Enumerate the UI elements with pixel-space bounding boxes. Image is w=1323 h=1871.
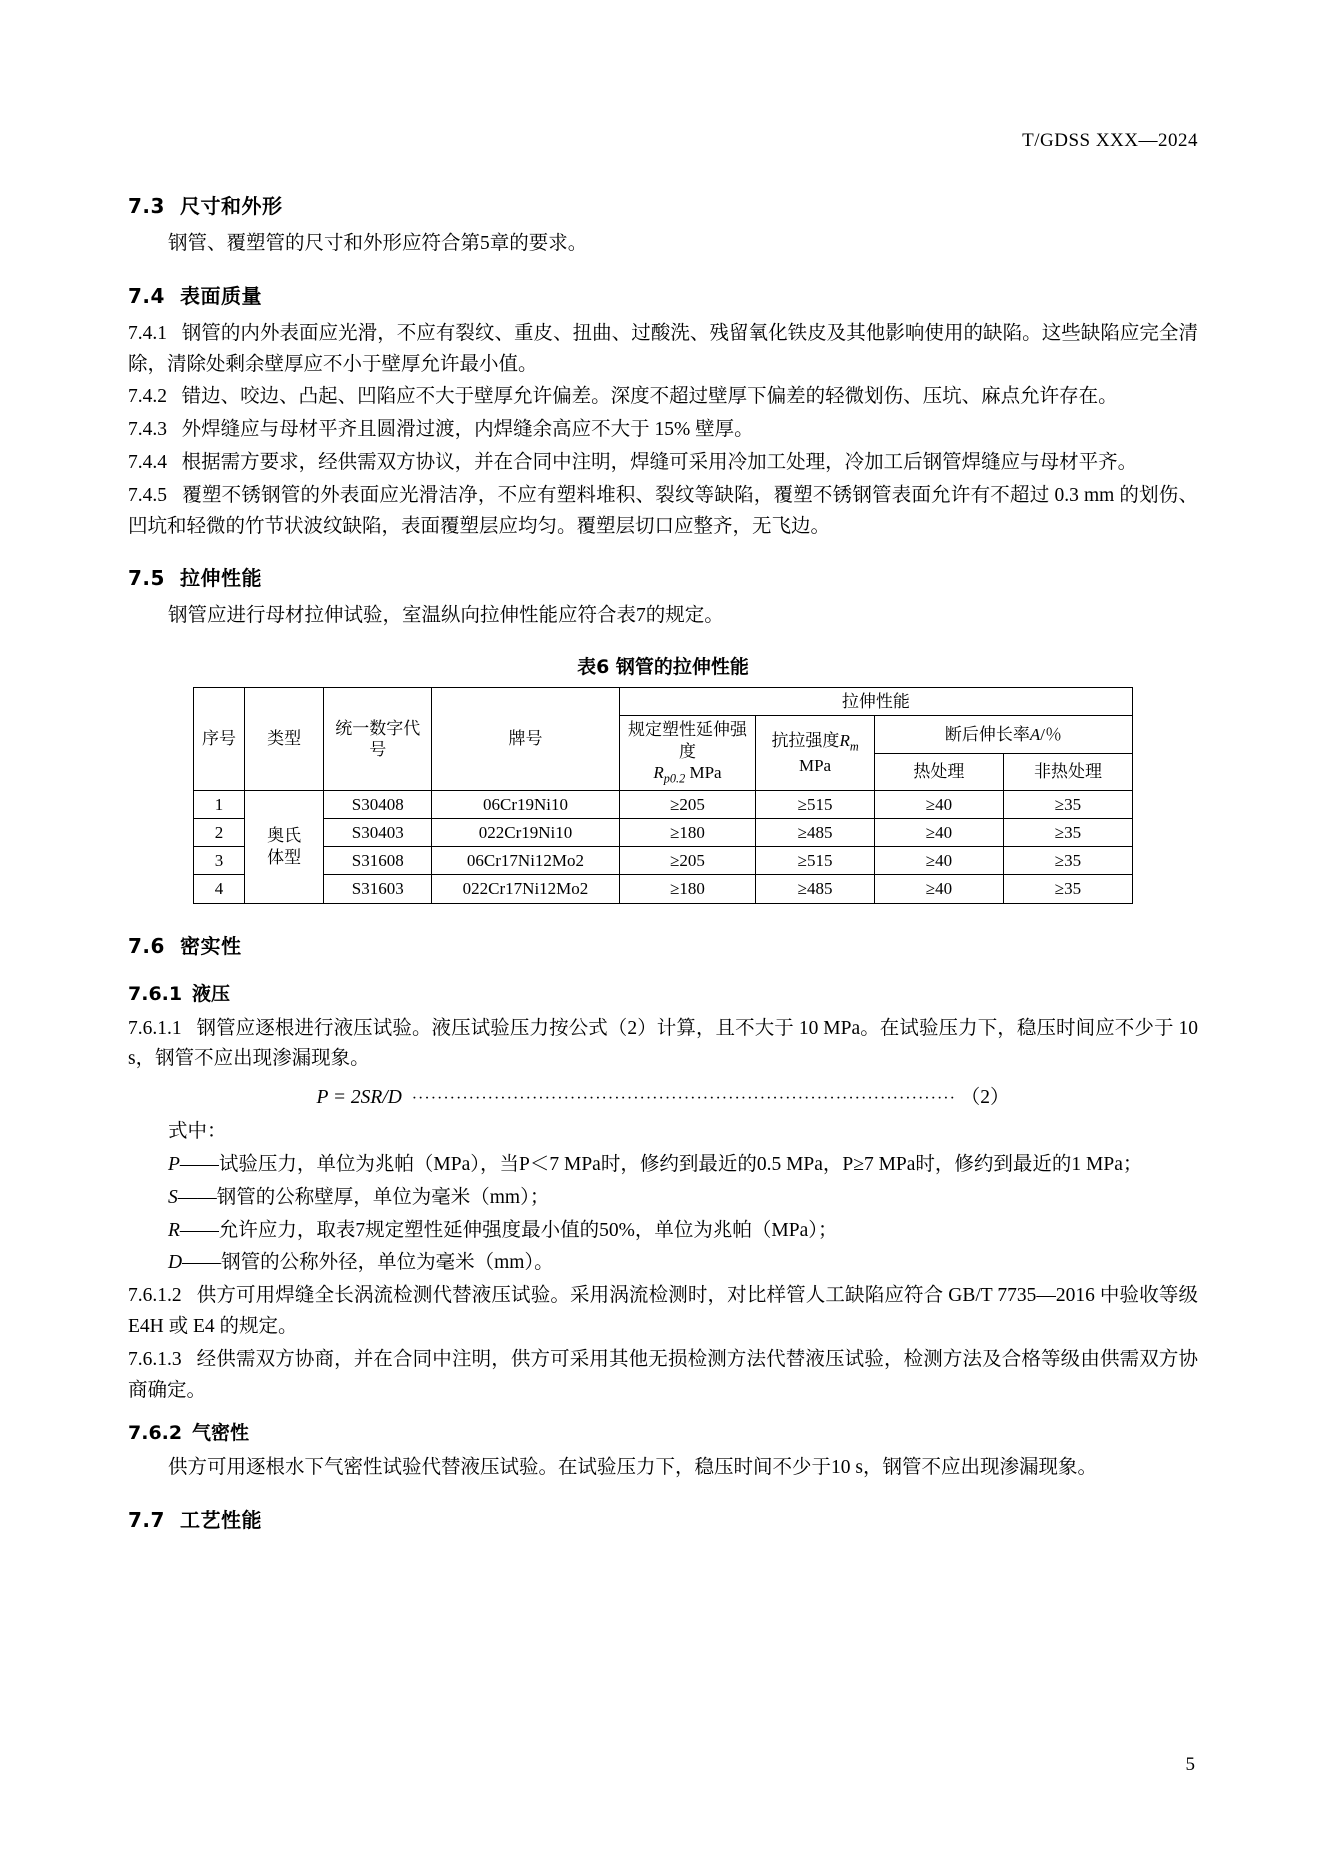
header-heat-treated: 热处理 bbox=[874, 753, 1003, 790]
cell-nonheat: ≥35 bbox=[1003, 875, 1132, 903]
cell-heat: ≥40 bbox=[874, 875, 1003, 903]
definition-text: ——钢管的公称外径，单位为毫米（mm）。 bbox=[182, 1252, 554, 1274]
header-elongation: 断后伸长率A/％ bbox=[874, 716, 1132, 753]
section-title: 密实性 bbox=[180, 933, 242, 958]
definition-S bbox=[128, 1183, 1198, 1214]
section-number: 7.6.1 bbox=[128, 982, 183, 1005]
clause-number: 7.4.2 bbox=[128, 386, 167, 408]
clause-text: 覆塑不锈钢管的外表面应光滑洁净，不应有塑料堆积、裂纹等缺陷，覆塑不锈钢管表面允许有不超过 0.3 mm 的划伤、凹坑和轻微的竹节状波纹缺陷，表面覆塑层应均匀。覆塑层切口应整齐，无飞边。 bbox=[128, 484, 1198, 537]
header-strength-unit: MPa bbox=[798, 755, 832, 775]
cell-seq: 3 bbox=[194, 847, 245, 875]
cell-strength: ≥515 bbox=[756, 847, 875, 875]
formula-2 bbox=[128, 1081, 1198, 1109]
clause-number: 7.4.4 bbox=[128, 451, 167, 473]
clause-7-6-1-2 bbox=[128, 1281, 1198, 1343]
header-type: 类型 bbox=[244, 688, 323, 790]
cell-yield: ≥180 bbox=[619, 818, 755, 846]
definition-text: ——试验压力，单位为兆帕（MPa），当P＜7 MPa时，修约到最近的0.5 MPa，P≥7 MPa时，修约到最近的1 MPa； bbox=[179, 1153, 1143, 1175]
table6-caption: 表6 钢管的拉伸性能 bbox=[577, 656, 749, 679]
cell-code: S31608 bbox=[324, 847, 432, 875]
section-number: 7.7 bbox=[128, 1508, 165, 1533]
table-row bbox=[194, 875, 1133, 903]
clause-7-6-1-3 bbox=[128, 1345, 1198, 1407]
definition-D bbox=[128, 1248, 1198, 1279]
page-content bbox=[128, 130, 1198, 1543]
symbol-R: R bbox=[168, 1219, 180, 1241]
section-title: 液压 bbox=[192, 982, 231, 1005]
clause-7-4-2 bbox=[128, 382, 1198, 413]
cell-heat: ≥40 bbox=[874, 818, 1003, 846]
cell-nonheat: ≥35 bbox=[1003, 847, 1132, 875]
header-yield-label: 规定塑性延伸强度 bbox=[627, 720, 747, 761]
clause-number: 7.4.3 bbox=[128, 419, 167, 441]
clause-number: 7.6.1.3 bbox=[128, 1348, 182, 1370]
table-row bbox=[194, 847, 1133, 875]
header-yield-unit: $R_{p0.2}$ MPa bbox=[653, 762, 722, 786]
header-tensile-group: 拉伸性能 bbox=[619, 688, 1132, 716]
clause-text: 外焊缝应与母材平齐且圆滑过渡，内焊缝余高应不大于 15% 壁厚。 bbox=[181, 419, 754, 441]
cell-heat: ≥40 bbox=[874, 847, 1003, 875]
cell-yield: ≥180 bbox=[619, 875, 755, 903]
clause-7-4-3 bbox=[128, 415, 1198, 446]
table-row bbox=[194, 818, 1133, 846]
clause-7-6-1-1 bbox=[128, 1014, 1198, 1076]
clause-number: 7.4.1 bbox=[128, 322, 167, 344]
clause-number: 7.6.1.2 bbox=[128, 1285, 182, 1307]
clause-text: 钢管的内外表面应光滑，不应有裂纹、重皮、扭曲、过酸洗、残留氧化铁皮及其他影响使用的缺陷。这些缺陷应完全清除，清除处剩余壁厚应不小于壁厚允许最小值。 bbox=[128, 322, 1198, 375]
cell-strength: ≥515 bbox=[756, 790, 875, 818]
header-grade: 牌号 bbox=[432, 688, 620, 790]
cell-yield: ≥205 bbox=[619, 847, 755, 875]
document-header-code: T/GDSS XXX—2024 bbox=[1022, 130, 1198, 151]
section-title: 拉伸性能 bbox=[180, 566, 262, 591]
clause-number: 7.4.5 bbox=[128, 484, 167, 506]
clause-text: 根据需方要求，经供需双方协议，并在合同中注明，焊缝可采用冷加工处理，冷加工后钢管焊缝应与母材平齐。 bbox=[181, 451, 1138, 473]
clause-7-4-4 bbox=[128, 448, 1198, 479]
cell-grade: 022Cr17Ni12Mo2 bbox=[432, 875, 620, 903]
section-title: 工艺性能 bbox=[180, 1508, 262, 1533]
clause-7-4-1 bbox=[128, 319, 1198, 381]
formula-number: （2） bbox=[960, 1087, 1010, 1109]
section-heading-7-6 bbox=[128, 930, 1198, 959]
table-row bbox=[194, 790, 1133, 818]
header-strength bbox=[756, 716, 875, 790]
cell-nonheat: ≥35 bbox=[1003, 790, 1132, 818]
cell-seq: 4 bbox=[194, 875, 245, 903]
page-number: 5 bbox=[1185, 1754, 1195, 1775]
cell-strength: ≥485 bbox=[756, 875, 875, 903]
section-number: 7.6.2 bbox=[128, 1422, 183, 1445]
cell-grade: 06Cr19Ni10 bbox=[432, 790, 620, 818]
symbol-D: D bbox=[168, 1252, 183, 1274]
clause-7-4-5 bbox=[128, 481, 1198, 543]
clause-text: 钢管应逐根进行液压试验。液压试验压力按公式（2）计算，且不大于 10 MPa。在试验压力下，稳压时间应不少于 10 s，钢管不应出现渗漏现象。 bbox=[128, 1017, 1199, 1070]
header-non-heat-treated: 非热处理 bbox=[1003, 753, 1132, 790]
where-label: 式中： bbox=[168, 1121, 227, 1143]
cell-grade: 06Cr17Ni12Mo2 bbox=[432, 847, 620, 875]
section-7-6-2-body: 供方可用逐根水下气密性试验代替液压试验。在试验压力下，稳压时间不少于10 s，钢管不应出现渗漏现象。 bbox=[168, 1457, 1097, 1479]
section-number: 7.3 bbox=[128, 194, 165, 218]
section-heading-7-3 bbox=[128, 190, 1198, 219]
formula-leader: ······················································································ bbox=[406, 1090, 956, 1108]
section-title: 尺寸和外形 bbox=[180, 194, 283, 218]
clause-text: 经供需双方协商，并在合同中注明，供方可采用其他无损检测方法代替液压试验，检测方法及合格等级由供需双方协商确定。 bbox=[128, 1348, 1198, 1401]
clause-text: 错边、咬边、凸起、凹陷应不大于壁厚允许偏差。深度不超过壁厚下偏差的轻微划伤、压坑、麻点允许存在。 bbox=[181, 386, 1118, 408]
header-strength-label: 抗拉强度$R_m$ bbox=[771, 731, 859, 754]
cell-heat: ≥40 bbox=[874, 790, 1003, 818]
header-yield bbox=[619, 716, 755, 790]
symbol-P: P bbox=[168, 1153, 180, 1175]
section-7-3-body: 钢管、覆塑管的尺寸和外形应符合第5章的要求。 bbox=[168, 233, 588, 254]
section-number: 7.5 bbox=[128, 566, 165, 591]
cell-seq: 2 bbox=[194, 818, 245, 846]
cell-code: S30403 bbox=[324, 818, 432, 846]
section-heading-7-5 bbox=[128, 562, 1198, 591]
table-header-row bbox=[194, 688, 1133, 716]
cell-code: S31603 bbox=[324, 875, 432, 903]
formula-expression: P = 2SR/D bbox=[316, 1087, 402, 1109]
cell-strength: ≥485 bbox=[756, 818, 875, 846]
section-heading-7-6-1 bbox=[128, 979, 1198, 1006]
section-number: 7.6 bbox=[128, 933, 165, 958]
definition-text: ——允许应力，取表7规定塑性延伸强度最小值的50%，单位为兆帕（MPa）； bbox=[179, 1219, 838, 1241]
header-seq: 序号 bbox=[194, 688, 245, 790]
cell-grade: 022Cr19Ni10 bbox=[432, 818, 620, 846]
clause-text: 供方可用焊缝全长涡流检测代替液压试验。采用涡流检测时，对比样管人工缺陷应符合 GB/T 7735—2016 中验收等级 E4H 或 E4 的规定。 bbox=[128, 1285, 1199, 1337]
header-code: 统一数字代号 bbox=[324, 688, 432, 790]
definition-P bbox=[128, 1150, 1198, 1181]
section-heading-7-7 bbox=[128, 1504, 1198, 1533]
section-title: 气密性 bbox=[192, 1422, 250, 1445]
section-heading-7-6-2 bbox=[128, 1418, 1198, 1445]
section-number: 7.4 bbox=[128, 283, 165, 308]
symbol-S: S bbox=[168, 1186, 178, 1208]
clause-number: 7.6.1.1 bbox=[128, 1017, 182, 1039]
definition-R bbox=[128, 1216, 1198, 1247]
cell-code: S30408 bbox=[324, 790, 432, 818]
section-7-5-body: 钢管应进行母材拉伸试验，室温纵向拉伸性能应符合表7的规定。 bbox=[168, 605, 724, 627]
cell-seq: 1 bbox=[194, 790, 245, 818]
cell-type: 奥氏 体型 bbox=[244, 790, 323, 903]
section-heading-7-4 bbox=[128, 280, 1198, 309]
cell-yield: ≥205 bbox=[619, 790, 755, 818]
section-title: 表面质量 bbox=[180, 283, 262, 308]
table6-tensile-properties bbox=[193, 687, 1133, 903]
definition-text: ——钢管的公称壁厚，单位为毫米（mm）； bbox=[177, 1186, 550, 1208]
cell-nonheat: ≥35 bbox=[1003, 818, 1132, 846]
